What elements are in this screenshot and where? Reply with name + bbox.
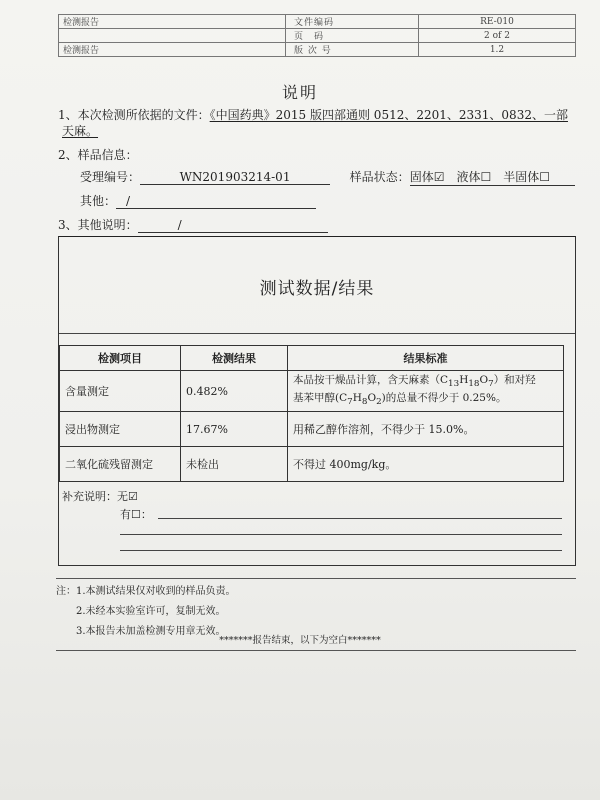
other-info-row: [80, 192, 316, 209]
table-row: [60, 447, 564, 482]
test-result: 0.482%: [181, 371, 288, 412]
header-label: 版 次 号: [286, 43, 419, 57]
supplement-row: [62, 488, 138, 504]
state-solid-checkbox: 固体☑: [409, 170, 445, 184]
section-3-label: 3、其他说明：: [58, 218, 138, 232]
header-row: [59, 15, 576, 29]
note-line: 3.本报告未加盖检测专用章无效。: [56, 626, 226, 637]
receive-number-value: WN201903214-01: [140, 170, 330, 185]
other-label: 其他：: [80, 194, 117, 208]
header-value: 2 of 2: [419, 29, 576, 43]
divider: [56, 578, 576, 579]
results-header-row: [60, 346, 564, 371]
other-value: /: [116, 194, 316, 209]
results-table: [59, 345, 564, 482]
header-label: 文件编码: [286, 15, 419, 29]
supplement-blank-line: [120, 550, 562, 551]
receive-number-label: 受理编号：: [80, 170, 141, 184]
report-header-table: [58, 14, 576, 57]
header-doc-type: 检测报告: [59, 15, 286, 29]
reference-docs-cont: 天麻。: [62, 124, 99, 138]
results-title: 测试数据/结果: [259, 279, 375, 299]
supplement-label: 补充说明：: [62, 490, 117, 503]
sample-state-options: [410, 168, 575, 186]
test-result: 17.67%: [181, 412, 288, 447]
col-header-result: 检测结果: [181, 346, 288, 371]
section-3-value: /: [138, 218, 328, 233]
section-1: [58, 106, 568, 123]
note-line: 注：1.本测试结果仅对收到的样品负责。: [56, 586, 236, 597]
results-title-area: [59, 237, 575, 334]
supplement-yes-checkbox: 有☐：: [120, 508, 152, 521]
supplement-blank-line: [158, 518, 562, 519]
sample-info-row: [80, 168, 575, 186]
table-row: [60, 371, 564, 412]
page-title: 说明: [281, 83, 318, 102]
header-label: 页 码: [286, 29, 419, 43]
header-doc-type: 检测报告: [59, 43, 286, 57]
col-header-standard: 结果标准: [288, 346, 564, 371]
header-value: RE-010: [419, 15, 576, 29]
sample-state-label: 样品状态：: [349, 170, 410, 184]
header-row: [59, 43, 576, 57]
header-doc-type: [59, 29, 286, 43]
section-2-label: 2、样品信息：: [58, 148, 138, 162]
test-item: 二氧化硫残留测定: [60, 447, 181, 482]
test-item: 含量测定: [60, 371, 181, 412]
note-line: 2.未经本实验室许可，复制无效。: [56, 606, 226, 617]
section-3: [58, 216, 328, 233]
supplement-none-checkbox: 无☑: [117, 490, 138, 503]
state-liquid-checkbox: 液体☐: [456, 170, 492, 184]
section-1-label: 1、本次检测所依据的文件：: [58, 108, 210, 122]
supplement-blank-line: [120, 534, 562, 535]
test-result: 未检出: [181, 447, 288, 482]
header-row: [59, 29, 576, 43]
test-item: 浸出物测定: [60, 412, 181, 447]
test-standard: 不得过 400mg/kg。: [288, 447, 564, 482]
col-header-item: 检测项目: [60, 346, 181, 371]
state-semisolid-checkbox: 半固体☐: [503, 170, 551, 184]
test-standard: 本品按干燥品计算，含天麻素$(C_{13}H_{18}O_7)$和对羟 基苯甲醇$(C_7H_8O_2)$的总量不得少于 0.25%。: [288, 371, 564, 412]
test-standard: 用稀乙醇作溶剂，不得少于 15.0%。: [288, 412, 564, 447]
table-row: [60, 412, 564, 447]
section-1-cont: [62, 122, 98, 139]
divider: [56, 650, 576, 651]
reference-docs: 《中国药典》2015 版四部通则 0512、2201、2331、0832、一部: [209, 108, 568, 122]
header-value: 1.2: [419, 43, 576, 57]
report-end-text: *******报告结束，以下为空白*******: [219, 635, 381, 646]
